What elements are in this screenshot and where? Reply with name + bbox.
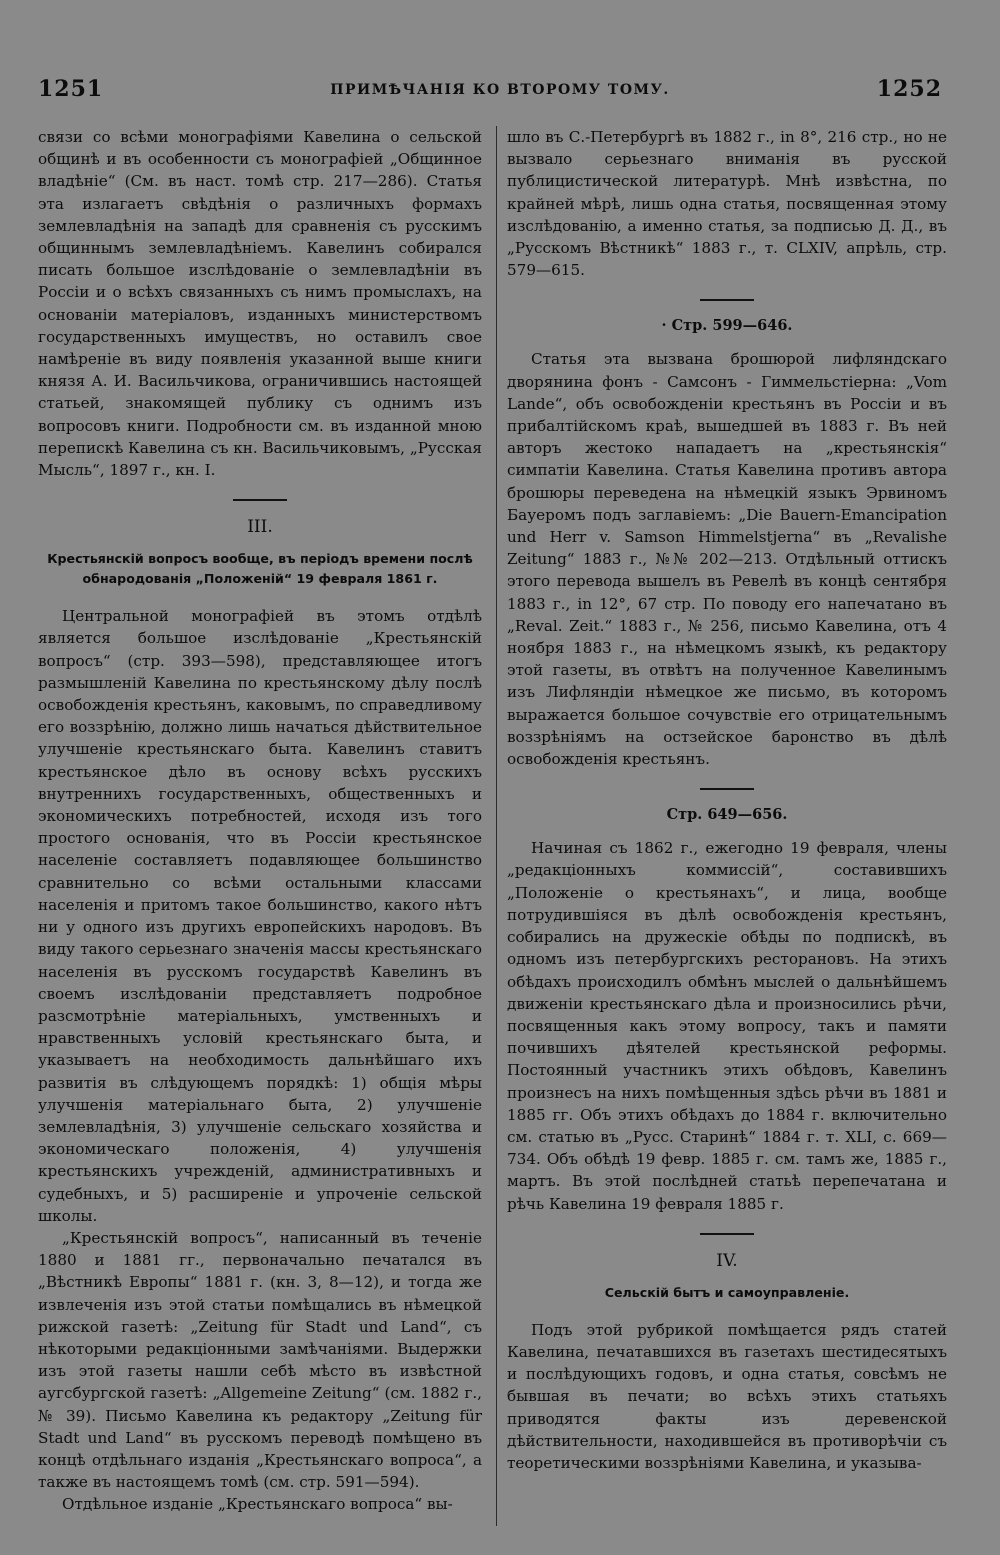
page-reference-heading: Стр. 649—656. bbox=[666, 806, 788, 824]
section-title: Крестьянскій вопросъ вообще, въ періодъ времени послѣ обнародованія „Положеній“ 19 февраля 1861 г. bbox=[47, 551, 473, 587]
paragraph: шло въ С.-Петербургѣ въ 1882 г., in 8°, 216 стр., но не вызвало серьезнаго вниманія въ русской публицистической литературѣ. Мнѣ извѣстна, по крайней мѣрѣ, лишь одна статья, посвященная этому изслѣдованію, а именно статья, за подписью Д. Д., въ „Русскомъ Вѣстникѣ“ 1883 г., т. CLXIV, апрѣль, стр. 579—615. bbox=[507, 128, 947, 280]
left-column bbox=[38, 126, 482, 1516]
section-rule bbox=[700, 788, 754, 790]
right-column bbox=[507, 126, 947, 1474]
running-title: ПРИМѢЧАНІЯ КО ВТОРОМУ ТОМУ. bbox=[330, 82, 670, 98]
page-number-left: 1251 bbox=[38, 76, 104, 102]
paragraph: связи со всѣми монографіями Кавелина о сельской общинѣ и въ особенности съ монографіей „Общинное владѣніе“ (См. въ наст. томѣ стр. 217—286). Статья эта излагаетъ свѣдѣнія о различныхъ формахъ землевладѣнія на западѣ для сравненія съ русскимъ общиннымъ землевладѣніемъ. Кавелинъ собирался писать большое изслѣдованіе о землевладѣніи въ Россіи и о всѣхъ связанныхъ съ нимъ промыслахъ, на основаніи матеріаловъ, изданныхъ министерствомъ государственныхъ имуществъ, но оставилъ свое намѣреніе въ виду появленія указанной выше книги князя А. И. Васильчикова, ограничившись настоящей статьей, знакомящей публику съ однимъ изъ вопросовъ книги. Подробности см. въ изданной мною перепискѣ Кавелина съ кн. Васильчиковымъ, „Русская Мысль“, 1897 г., кн. I. bbox=[38, 128, 482, 480]
column-divider bbox=[496, 126, 497, 1526]
page-reference-heading: · Стр. 599—646. bbox=[661, 317, 793, 335]
paragraph: Подъ этой рубрикой помѣщается рядъ статей Кавелина, печатавшихся въ газетахъ шестидесятыхъ и послѣдующихъ годовъ, и одна статья, совсѣмъ не бывшая въ печати; во всѣхъ этихъ статьяхъ приводятся факты изъ деревенской дѣйствительности, находившейся въ противорѣчіи съ теоретическими воззрѣніями Кавелина, и указыва- bbox=[507, 1320, 947, 1472]
paragraph: Отдѣльное изданіе „Крестьянскаго вопроса“ вы- bbox=[62, 1495, 453, 1514]
section-title: Сельскій бытъ и самоуправленіе. bbox=[604, 1284, 850, 1300]
section-number: IV. bbox=[716, 1250, 738, 1271]
section-rule bbox=[700, 299, 754, 301]
paragraph: Центральной монографіей въ этомъ отдѣлѣ является большое изслѣдованіе „Крестьянскій вопросъ“ (стр. 393—598), представляющее итогъ размышленій Кавелина по крестьянскому дѣлу послѣ освобожденія крестьянъ, каковымъ, по справедливому его воззрѣнію, должно лишь начаться дѣйствительное улучшеніе крестьянскаго быта. Кавелинъ ставитъ крестьянское дѣло въ основу всѣхъ русскихъ внутреннихъ государственныхъ, общественныхъ и экономическихъ потребностей, исходя изъ того простого основанія, что въ Россіи крестьянское населеніе составляетъ подавляющее большинство сравнительно со всѣми остальными классами населенія и притомъ такое большинство, какого нѣтъ ни у одного изъ другихъ европейскихъ народовъ. Въ виду такого серьезнаго значенія массы крестьянскаго населенія въ русскомъ государствѣ Кавелинъ въ своемъ изслѣдованіи представляетъ подробное разсмотрѣніе матеріальныхъ, умственныхъ и нравственныхъ условій крестьянскаго быта, и указываетъ на необходимость дальнѣйшаго ихъ развитія въ слѣдующемъ порядкѣ: 1) общія мѣры улучшенія матеріальнаго быта, 2) улучшеніе землевладѣнія, 3) улучшеніе сельскаго хозяйства и экономическаго положенія, 4) улучшенія крестьянскихъ учрежденій, административныхъ и судебныхъ, и 5) расширеніе и упроченіе сельской школы. bbox=[38, 607, 482, 1225]
paragraph: Начиная съ 1862 г., ежегодно 19 февраля, члены „редакціонныхъ коммиссій“, составившихъ „Положеніе о крестьянахъ“, и лица, вообще потрудившіяся въ дѣлѣ освобожденія крестьянъ, собирались на дружескіе обѣды по подпискѣ, въ одномъ изъ петербургскихъ ресторановъ. На этихъ обѣдахъ происходилъ обмѣнъ мыслей о дальнѣйшемъ движеніи крестьянскаго дѣла и произносились рѣчи, посвященныя какъ этому вопросу, такъ и памяти почившихъ дѣятелей крестьянской реформы. Постоянный участникъ этихъ обѣдовъ, Кавелинъ произнесъ на нихъ помѣщенныя здѣсь рѣчи въ 1881 и 1885 гг. Объ этихъ обѣдахъ до 1884 г. включительно см. статью въ „Русс. Старинѣ“ 1884 г. т. XLI, с. 669—734. Объ обѣдѣ 19 февр. 1885 г. см. тамъ же, 1885 г., мартъ. Въ этой послѣдней статьѣ перепечатана и рѣчь Кавелина 19 февраля 1885 г. bbox=[507, 839, 947, 1213]
page-number-right: 1252 bbox=[876, 76, 942, 102]
section-number: III. bbox=[247, 517, 273, 538]
section-rule bbox=[700, 1233, 754, 1235]
running-header bbox=[0, 76, 1000, 106]
paragraph: „Крестьянскій вопросъ“, написанный въ теченіе 1880 и 1881 гг., первоначально печатался въ „Вѣстникѣ Европы“ 1881 г. (кн. 3, 8—12), и тогда же извлеченія изъ этой статьи помѣщались въ нѣмецкой рижской газетѣ: „Zeitung für Stadt und Land“, съ нѣкоторыми редакціонными замѣчаніями. Выдержки изъ этой газеты нашли себѣ мѣсто въ извѣстной аугсбургской газетѣ: „Allgemeine Zeitung“ (см. 1882 г., № 39). Письмо Кавелина къ редактору „Zeitung für Stadt und Land“ въ русскомъ переводѣ помѣщено въ концѣ отдѣльнаго изданія „Крестьянскаго вопроса“, а также въ настоящемъ томѣ (см. стр. 591—594). bbox=[38, 1228, 482, 1492]
paragraph: Статья эта вызвана брошюрой лифляндскаго дворянина фонъ - Самсонъ - Гиммельстіерна: „Vom Lande“, объ освобожденіи крестьянъ въ Россіи и въ прибалтійскомъ краѣ, вышедшей въ 1883 г. Въ ней авторъ жестоко нападаетъ на „крестьянскія“ симпатіи Кавелина. Статья Кавелина противъ автора брошюры переведена на нѣмецкій языкъ Эрвиномъ Бауеромъ подъ заглавіемъ: „Die Bauern-Emancipation und Herr v. Samson Himmelstjerna“ въ „Revalishe Zeitung“ 1883 г., №№ 202—213. Отдѣльный оттискъ этого перевода вышелъ въ Ревелѣ въ концѣ сентября 1883 г., in 12°, 67 стр. По поводу его напечатано въ „Reval. Zeit.“ 1883 г., № 256, письмо Кавелина, отъ 4 ноября 1883 г., на нѣмецкомъ языкѣ, къ редактору этой газеты, въ отвѣтъ на полученное Кавелинымъ изъ Лифляндіи нѣмецкое же письмо, въ которомъ выражается большое сочувствіе его отрицательнымъ воззрѣніямъ на остзейское баронство въ дѣлѣ освобожденія крестьянъ. bbox=[507, 350, 947, 769]
section-rule bbox=[233, 499, 287, 501]
